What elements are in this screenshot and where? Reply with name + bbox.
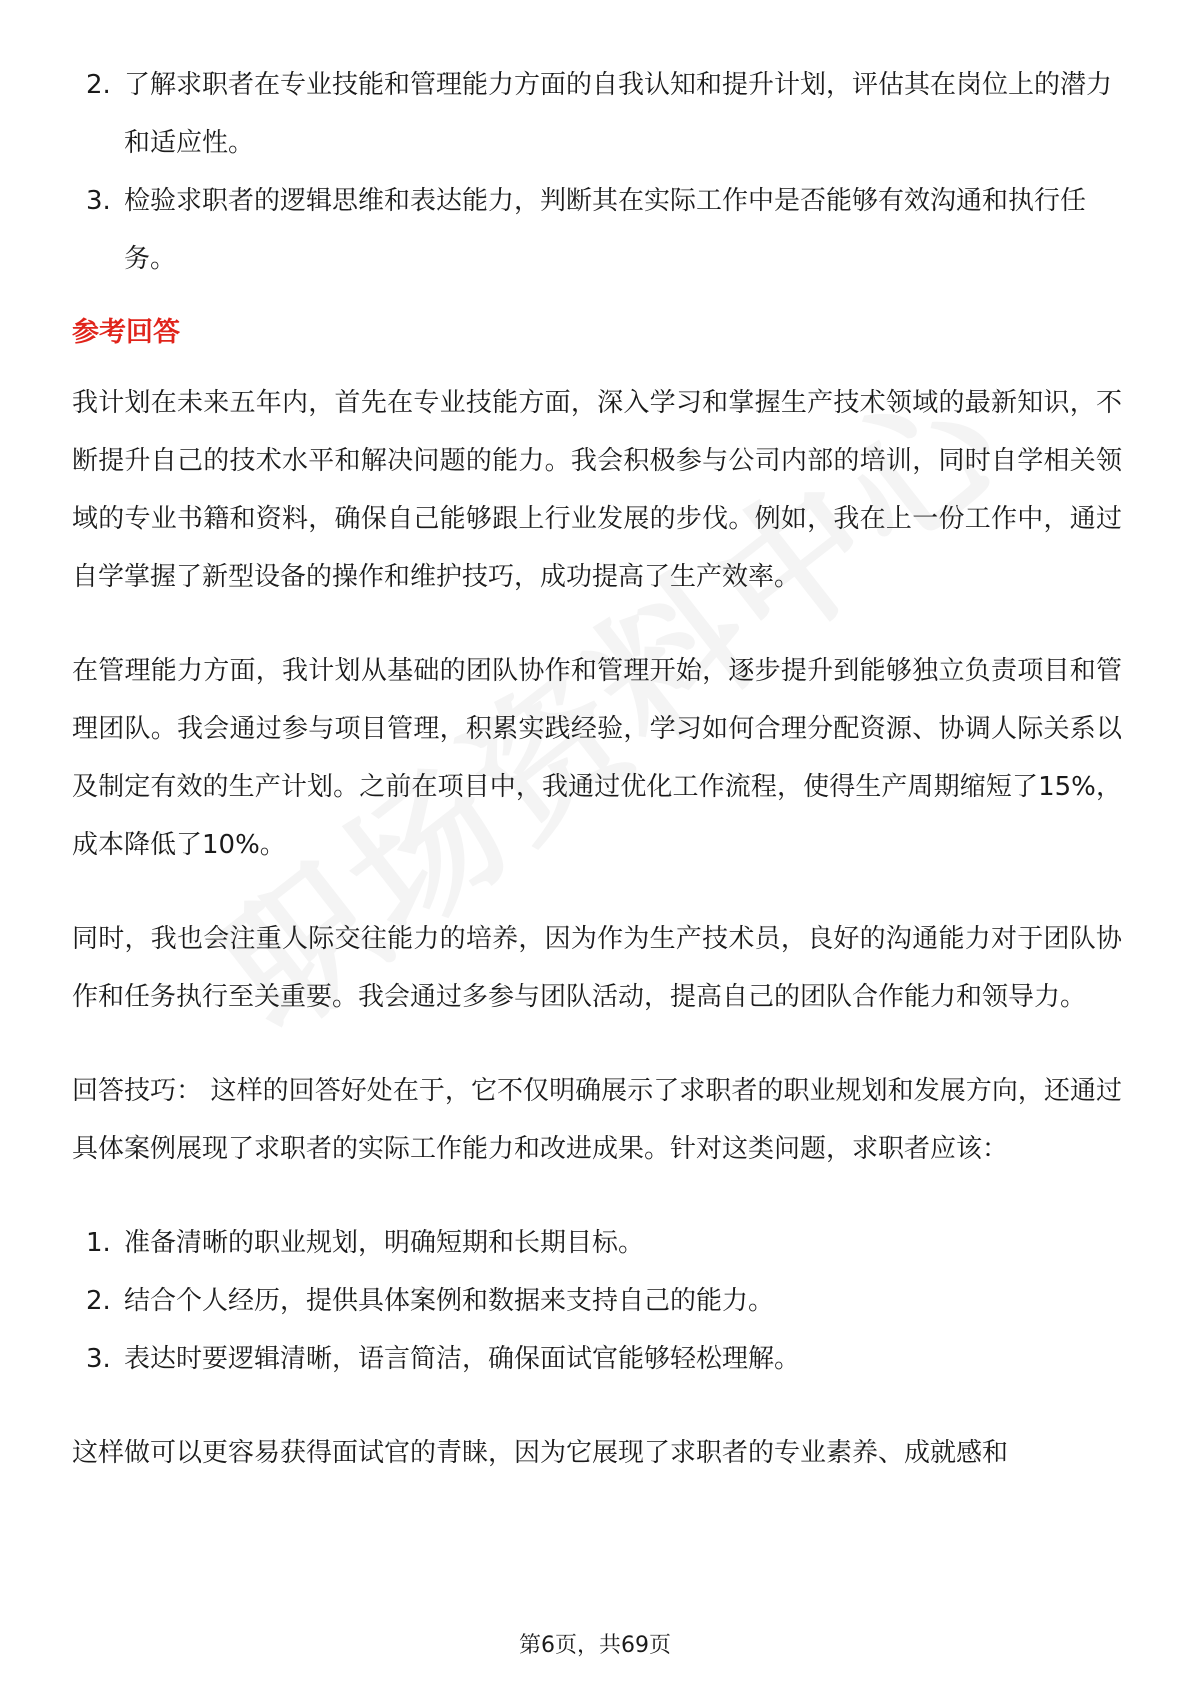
list-number: 3. — [86, 1344, 111, 1374]
list-item — [72, 172, 1122, 288]
question-points-list — [72, 56, 1122, 288]
tips-intro-paragraph: 回答技巧： 这样的回答好处在于，它不仅明确展示了求职者的职业规划和发展方向，还通过具体案例展现了求职者的实际工作能力和改进成果。针对这类问题，求职者应该： — [72, 1076, 1122, 1164]
list-number: 2. — [86, 1286, 111, 1316]
answer-paragraph: 在管理能力方面，我计划从基础的团队协作和管理开始，逐步提升到能够独立负责项目和管理团队。我会通过参与项目管理，积累实践经验，学习如何合理分配资源、协调人际关系以及制定有效的生产计划。之前在项目中，我通过优化工作流程，使得生产周期缩短了15%，成本降低了10%。 — [72, 656, 1122, 860]
list-item-text: 准备清晰的职业规划，明确短期和长期目标。 — [124, 1228, 645, 1258]
answer-paragraph: 同时，我也会注重人际交往能力的培养，因为作为生产技术员，良好的沟通能力对于团队协作和任务执行至关重要。我会通过多参与团队活动，提高自己的团队合作能力和领导力。 — [72, 924, 1122, 1012]
closing-paragraph: 这样做可以更容易获得面试官的青睐，因为它展现了求职者的专业素养、成就感和 — [72, 1438, 1009, 1468]
tips-list — [72, 1214, 1122, 1388]
list-number: 3. — [86, 186, 111, 216]
list-item-text: 检验求职者的逻辑思维和表达能力，判断其在实际工作中是否能够有效沟通和执行任务。 — [124, 186, 1087, 274]
list-item — [72, 56, 1122, 172]
answer-heading: 参考回答 — [72, 317, 180, 348]
list-number: 2. — [86, 70, 111, 100]
list-item-text: 结合个人经历，提供具体案例和数据来支持自己的能力。 — [124, 1286, 775, 1316]
page-content — [72, 56, 1122, 1518]
list-item-text: 了解求职者在专业技能和管理能力方面的自我认知和提升计划，评估其在岗位上的潜力和适应性。 — [124, 70, 1113, 158]
list-item — [72, 1214, 1122, 1272]
page-number-footer: 第6页，共69页 — [519, 1633, 671, 1658]
list-item — [72, 1330, 1122, 1388]
list-item-text: 表达时要逻辑清晰，语言简洁，确保面试官能够轻松理解。 — [124, 1344, 801, 1374]
answer-paragraph: 我计划在未来五年内，首先在专业技能方面，深入学习和掌握生产技术领域的最新知识，不断提升自己的技术水平和解决问题的能力。我会积极参与公司内部的培训，同时自学相关领域的专业书籍和资料，确保自己能够跟上行业发展的步伐。例如，我在上一份工作中，通过自学掌握了新型设备的操作和维护技巧，成功提高了生产效率。 — [72, 388, 1122, 592]
list-item — [72, 1272, 1122, 1330]
list-number: 1. — [86, 1228, 111, 1258]
